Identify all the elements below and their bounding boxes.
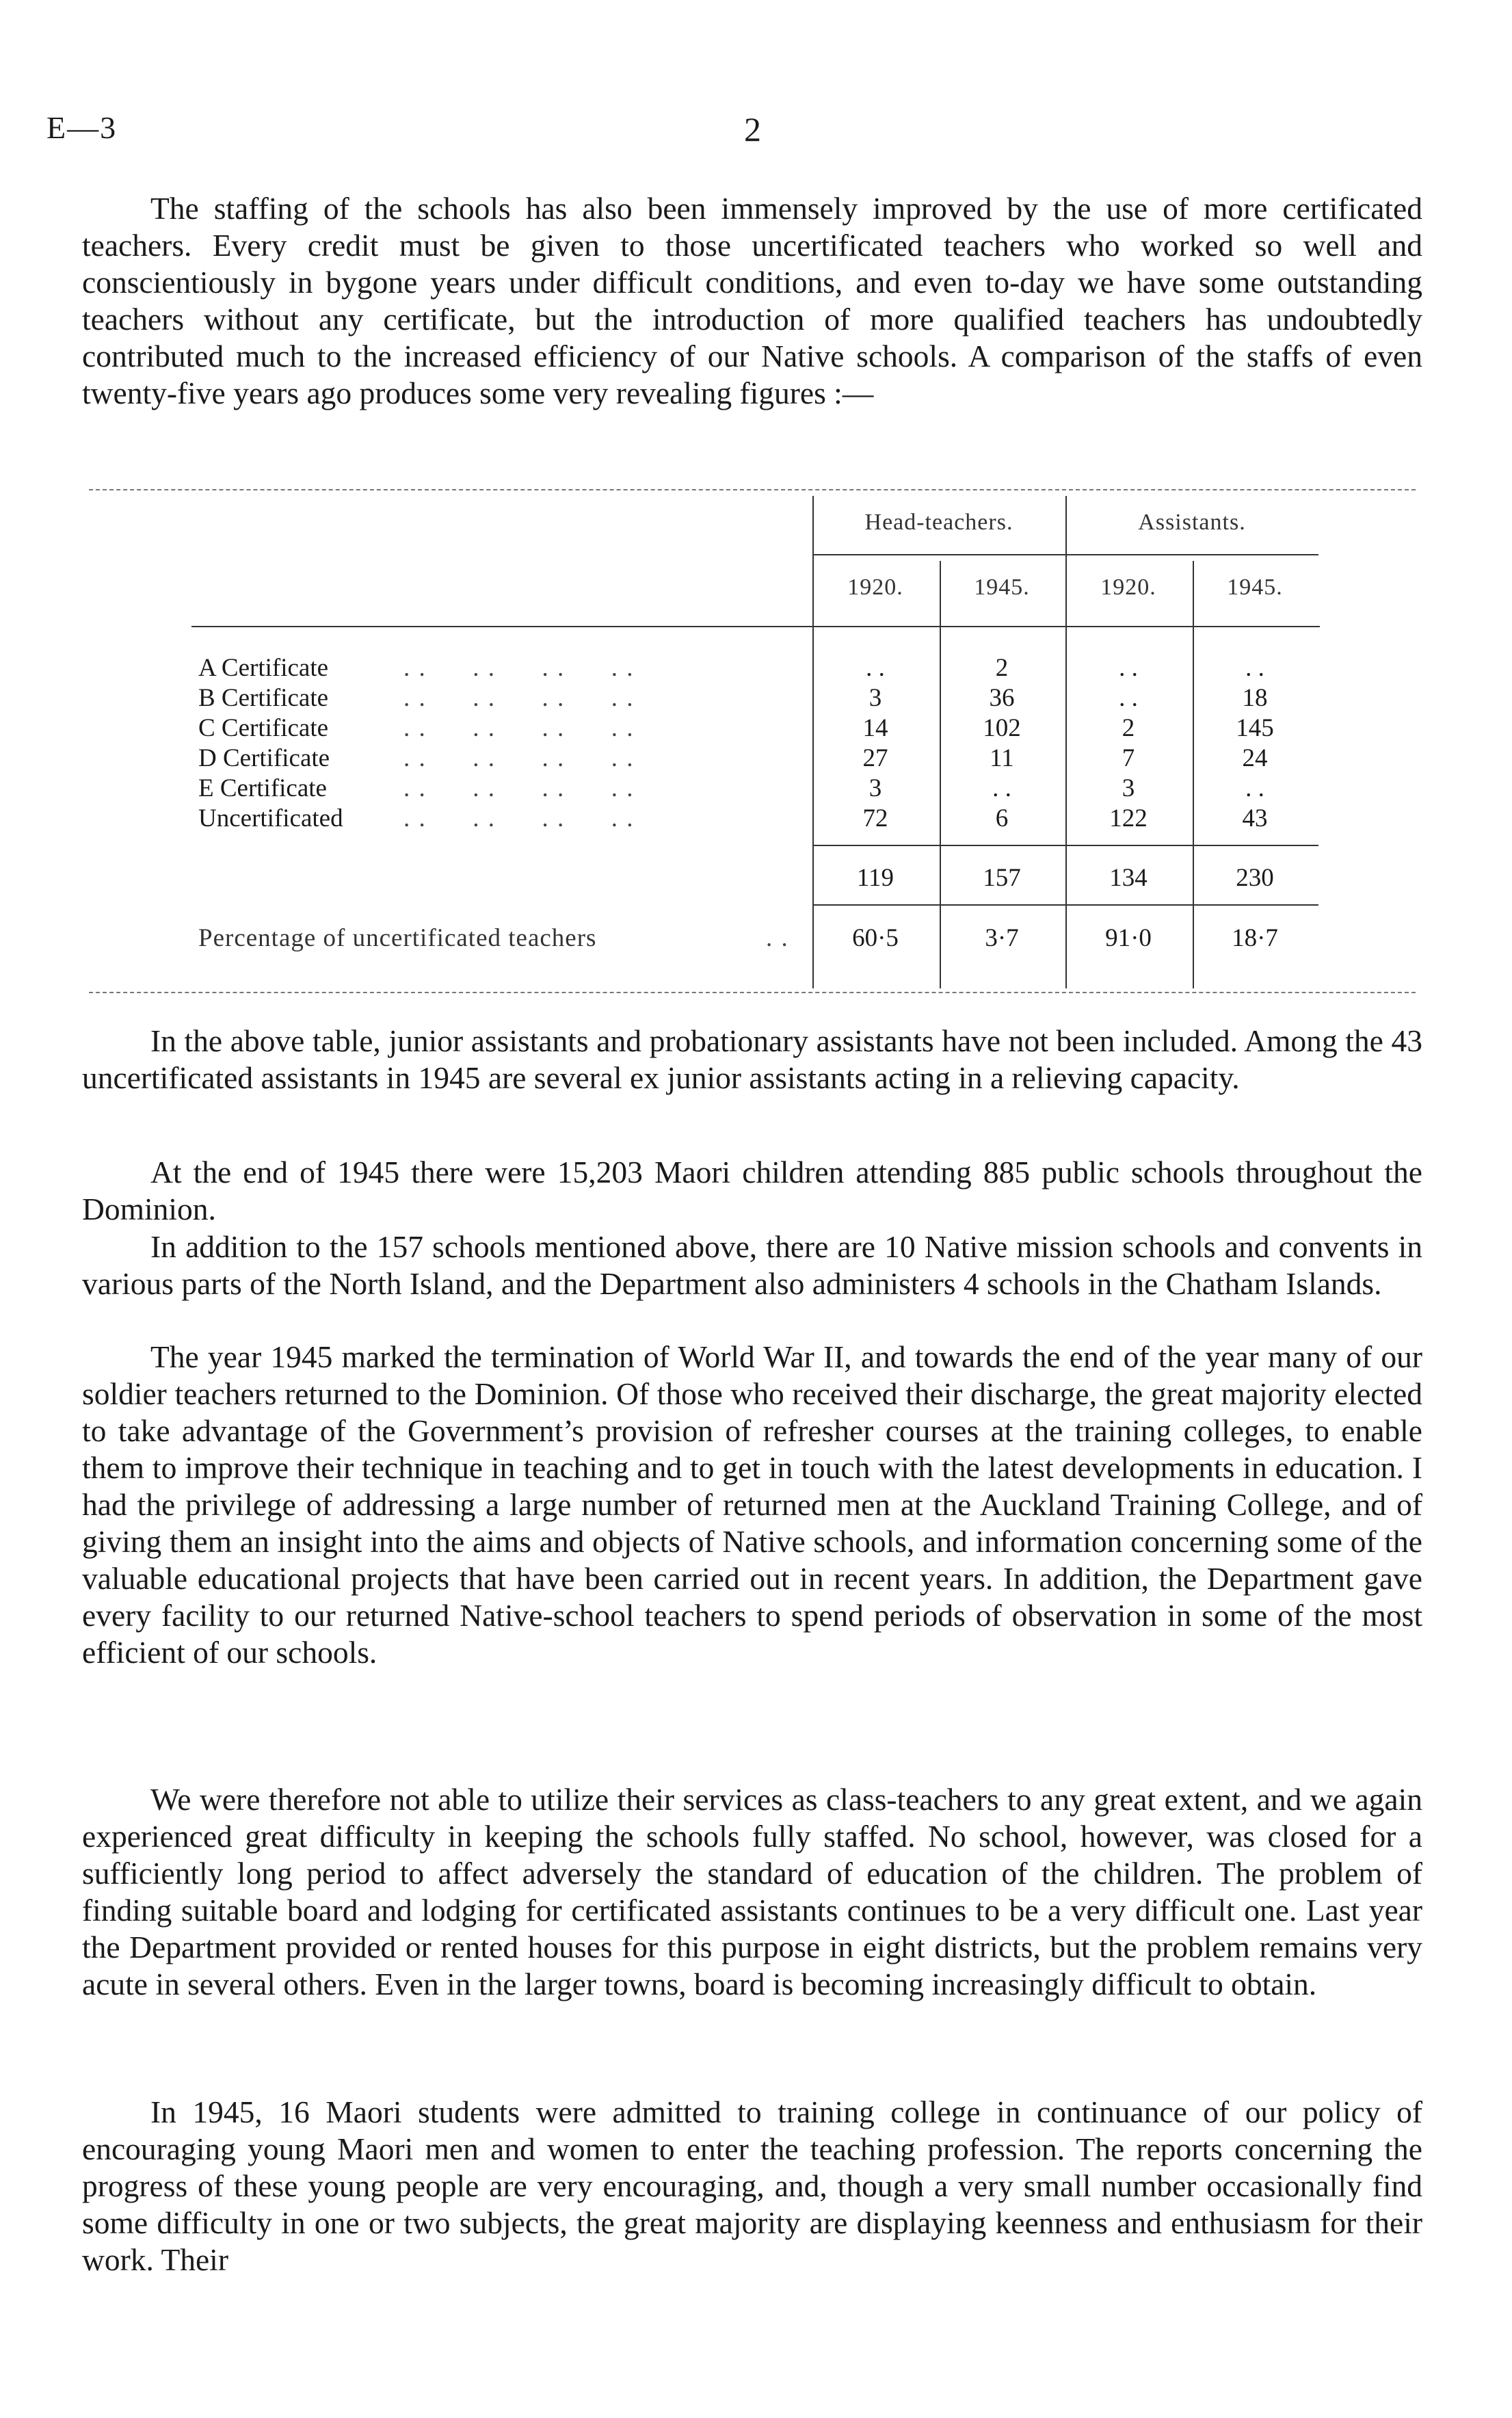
table-cell: . . (992, 774, 1011, 802)
table-cell: 3 (868, 774, 882, 802)
table-cell: 2 (1122, 714, 1135, 742)
totals-bottom-rule (812, 904, 1318, 906)
totals-top-rule (812, 845, 1318, 846)
table-cell: 24 (1242, 744, 1268, 772)
table-cell: 18 (1242, 684, 1268, 712)
table-cell: 36 (989, 684, 1015, 712)
percentage-leaders: . . (766, 924, 789, 952)
total-cell: 119 (856, 864, 894, 892)
table-cell: 27 (862, 744, 888, 772)
percentage-cell: 91·0 (1105, 924, 1152, 952)
paragraph-maori-children: At the end of 1945 there were 15,203 Maori children attending 885 public schools throughout the Dominion. (82, 1155, 1422, 1226)
group-header-head-teachers: Head-teachers. (864, 510, 1013, 535)
report-code: E—3 (47, 110, 118, 145)
table-cell: 43 (1242, 804, 1268, 832)
paragraph-table-note: In the above table, junior assistants and probationary assistants have not been included. Among the 43 uncertificated assistants in 1945 are several ex junior assistants acting in a relieving capacity. (82, 1023, 1422, 1095)
table-cell: . . (1245, 654, 1264, 682)
row-label-a-certificate: A Certificate (198, 654, 329, 682)
table-cell: 6 (995, 804, 1009, 832)
row-label-d-certificate: D Certificate (198, 744, 330, 772)
year-header-as-1920: 1920. (1100, 575, 1156, 600)
row-leaders: . . . . . . . . (403, 804, 635, 832)
row-label-uncertificated: Uncertificated (198, 804, 343, 832)
table-cell: 3 (1122, 774, 1135, 802)
group-header-assistants: Assistants. (1138, 510, 1246, 535)
paragraph-war-end: The year 1945 marked the termination of World War II, and towards the end of the year many of our soldier teachers returned to the Dominion. Of those who received their discharge, the great majority elected to take advantage of the Government’s provision of refresher courses at the training colleges, to enable them to improve their technique in teaching and to get in touch with the latest developments in education. I had the privilege of addressing a large number of returned men at the Auckland Training College, and of giving them an insight into the aims and objects of Native schools, and information concerning some of the valuable educational projects that have been carried out in recent years. In addition, the Department gave every facility to our returned Native-school teachers to spend periods of observation in some of the most efficient of our schools. (82, 1339, 1422, 1670)
year-header-ht-1920: 1920. (847, 575, 903, 600)
row-label-e-certificate: E Certificate (198, 774, 327, 802)
table-cell: . . (1119, 684, 1138, 712)
row-leaders: . . . . . . . . (403, 744, 635, 772)
row-leaders: . . . . . . . . (403, 714, 635, 742)
table-cell: 2 (995, 654, 1009, 682)
table-cell: 3 (868, 684, 882, 712)
paragraph-mission-schools: In addition to the 157 schools mentioned above, there are 10 Native mission schools and convents in various parts of the North Island, and the Department also administers 4 schools in the Chatham Islands. (82, 1229, 1422, 1301)
table-cell: . . (1119, 654, 1138, 682)
table-cell: 72 (862, 804, 888, 832)
year-header-as-1945: 1945. (1227, 575, 1283, 600)
header-bottom-rule (191, 626, 1320, 627)
paragraph-staffing-difficulty: We were therefore not able to utilize their services as class-teachers to any great extent, and we again experienced great difficulty in keeping the schools fully staffed. No school, however, was closed for a sufficiently long period to affect adversely the standard of education of the children. The problem of finding suitable board and lodging for certificated assistants continues to be a very difficult one. Last year the Department provided or rented houses for this purpose in eight districts, but the problem remains very acute in several others. Even in the larger towns, board is becoming increasingly difficult to obtain. (82, 1782, 1422, 2001)
group-header-rule (812, 554, 1318, 555)
total-cell: 157 (983, 864, 1021, 892)
total-cell: 134 (1109, 864, 1148, 892)
total-cell: 230 (1236, 864, 1274, 892)
percentage-cell: 18·7 (1232, 924, 1278, 952)
percentage-cell: 60·5 (852, 924, 899, 952)
row-label-b-certificate: B Certificate (198, 684, 329, 712)
table-cell: . . (1245, 774, 1264, 802)
row-leaders: . . . . . . . . (403, 654, 635, 682)
row-leaders: . . . . . . . . (403, 684, 635, 712)
table-cell: 7 (1122, 744, 1135, 772)
table-cell: . . (866, 654, 885, 682)
table-top-rule (89, 489, 1416, 490)
table-bottom-rule (89, 992, 1416, 993)
row-label-c-certificate: C Certificate (198, 714, 329, 742)
year-header-ht-1945: 1945. (974, 575, 1030, 600)
row-leaders: . . . . . . . . (403, 774, 635, 802)
paragraph-staffing: The staffing of the schools has also been immensely improved by the use of more certificated teachers. Every credit must be given to those uncertificated teachers who worked so well and conscientiously in bygone years under difficult conditions, and even to-day we have some outstanding teachers without any certificate, but the introduction of more qualified teachers has undoubtedly contributed much to the increased efficiency of our Native schools. A comparison of the staffs of even twenty-five years ago produces some very revealing figures :— (82, 191, 1422, 410)
table-cell: 102 (983, 714, 1021, 742)
percentage-label: Percentage of uncertificated teachers (198, 924, 597, 952)
table-cell: 14 (862, 714, 888, 742)
percentage-cell: 3·7 (985, 924, 1019, 952)
table-cell: 122 (1109, 804, 1148, 832)
table-cell: 145 (1236, 714, 1274, 742)
paragraph-training-college: In 1945, 16 Maori students were admitted to training college in continuance of our policy of encouraging young Maori men and women to enter the teaching profession. The reports concerning the progress of these young people are very encouraging, and, though a very small number occasionally find some difficulty in one or two subjects, the great majority are displaying keenness and enthusiasm for their work. Their (82, 2094, 1422, 2277)
page-number: 2 (744, 110, 761, 148)
table-cell: 11 (990, 744, 1014, 772)
